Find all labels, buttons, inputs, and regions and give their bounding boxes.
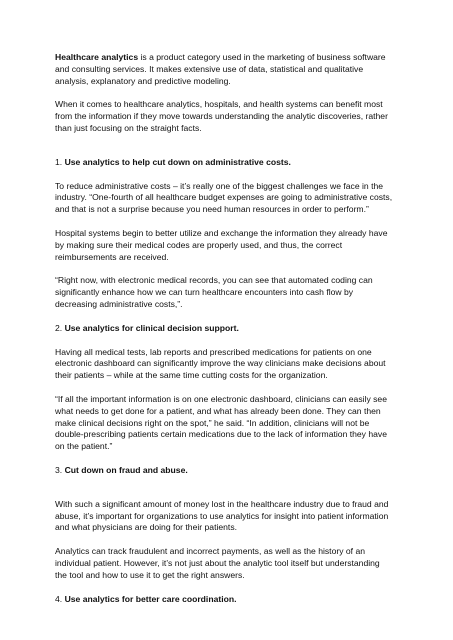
section-1-paragraph-3: “Right now, with electronic medical records, you can see that automated coding can significantly enhance how we can turn healthcare encounters into cash flow by decreasing administrative costs,”. (55, 275, 373, 309)
section-1-paragraph-2: Hospital systems begin to better utilize and exchange the information they already have by making sure their medical codes are properly used, and thus, the correct reimbursements are received. (55, 227, 388, 262)
section-3-title: Cut down on fraud and abuse. (64, 464, 188, 475)
section-1-paragraph-1: To reduce administrative costs – it’s really one of the biggest challenges we face in the industry. “One-fourth of all healthcare budget expenses are going to administrative costs, and that is not a surprise because you need human resources in order to perform.” (55, 180, 393, 215)
section-3-number: 3. (55, 464, 65, 475)
section-4-title: Use analytics for better care coordination. (64, 593, 237, 604)
section-4-heading (55, 594, 393, 606)
intro-text: is a product category used in the marketing of business software and consulting services. It makes extensive use of data, statistical and qualitative analysis, explanatory and predictive modeling. (55, 52, 386, 86)
intro-paragraph-2: When it comes to healthcare analytics, hospitals, and health systems can benefit most from the information if they move towards understanding the analytic discoveries, rather than just focusing on the straight facts. (55, 99, 388, 133)
section-3-paragraph-2: Analytics can track fraudulent and incorrect payments, as well as the history of an individual patient. However, it’s not just about the analytic tool itself but understanding the tool and how to use it to get the right answers. (55, 546, 380, 580)
section-2-title: Use analytics for clinical decision support. (64, 322, 239, 333)
section-1-number: 1. (55, 156, 65, 167)
section-2-heading (55, 323, 393, 335)
section-2-paragraph-1: Having all medical tests, lab reports and prescribed medications for patients on one electronic dashboard can significantly improve the way clinicians make decisions about their patients – while at the same time cutting costs for the organization. (55, 346, 386, 381)
section-3-heading (55, 465, 393, 477)
intro-paragraph (55, 52, 393, 87)
intro-bold-term: Healthcare analytics (55, 52, 139, 62)
section-1-title: Use analytics to help cut down on administrative costs. (64, 156, 291, 167)
section-2-paragraph-2: “If all the important information is on one electronic dashboard, clinicians can easily see what needs to get done for a patient, and what has already been done. They can then make clinical decisions right on the spot,” he said. “In addition, clinicians will not be double-prescribing patients certain medications due to the lack of information they have on the patient.” (55, 393, 388, 452)
section-2-number: 2. (55, 322, 65, 333)
section-3-paragraph-1: With such a significant amount of money lost in the healthcare industry due to fraud and abuse, it’s important for organizations to use analytics for insight into patient information and what physicians are doing for their patients. (55, 498, 389, 533)
section-1-heading (55, 157, 393, 169)
section-4-number: 4. (55, 593, 65, 604)
